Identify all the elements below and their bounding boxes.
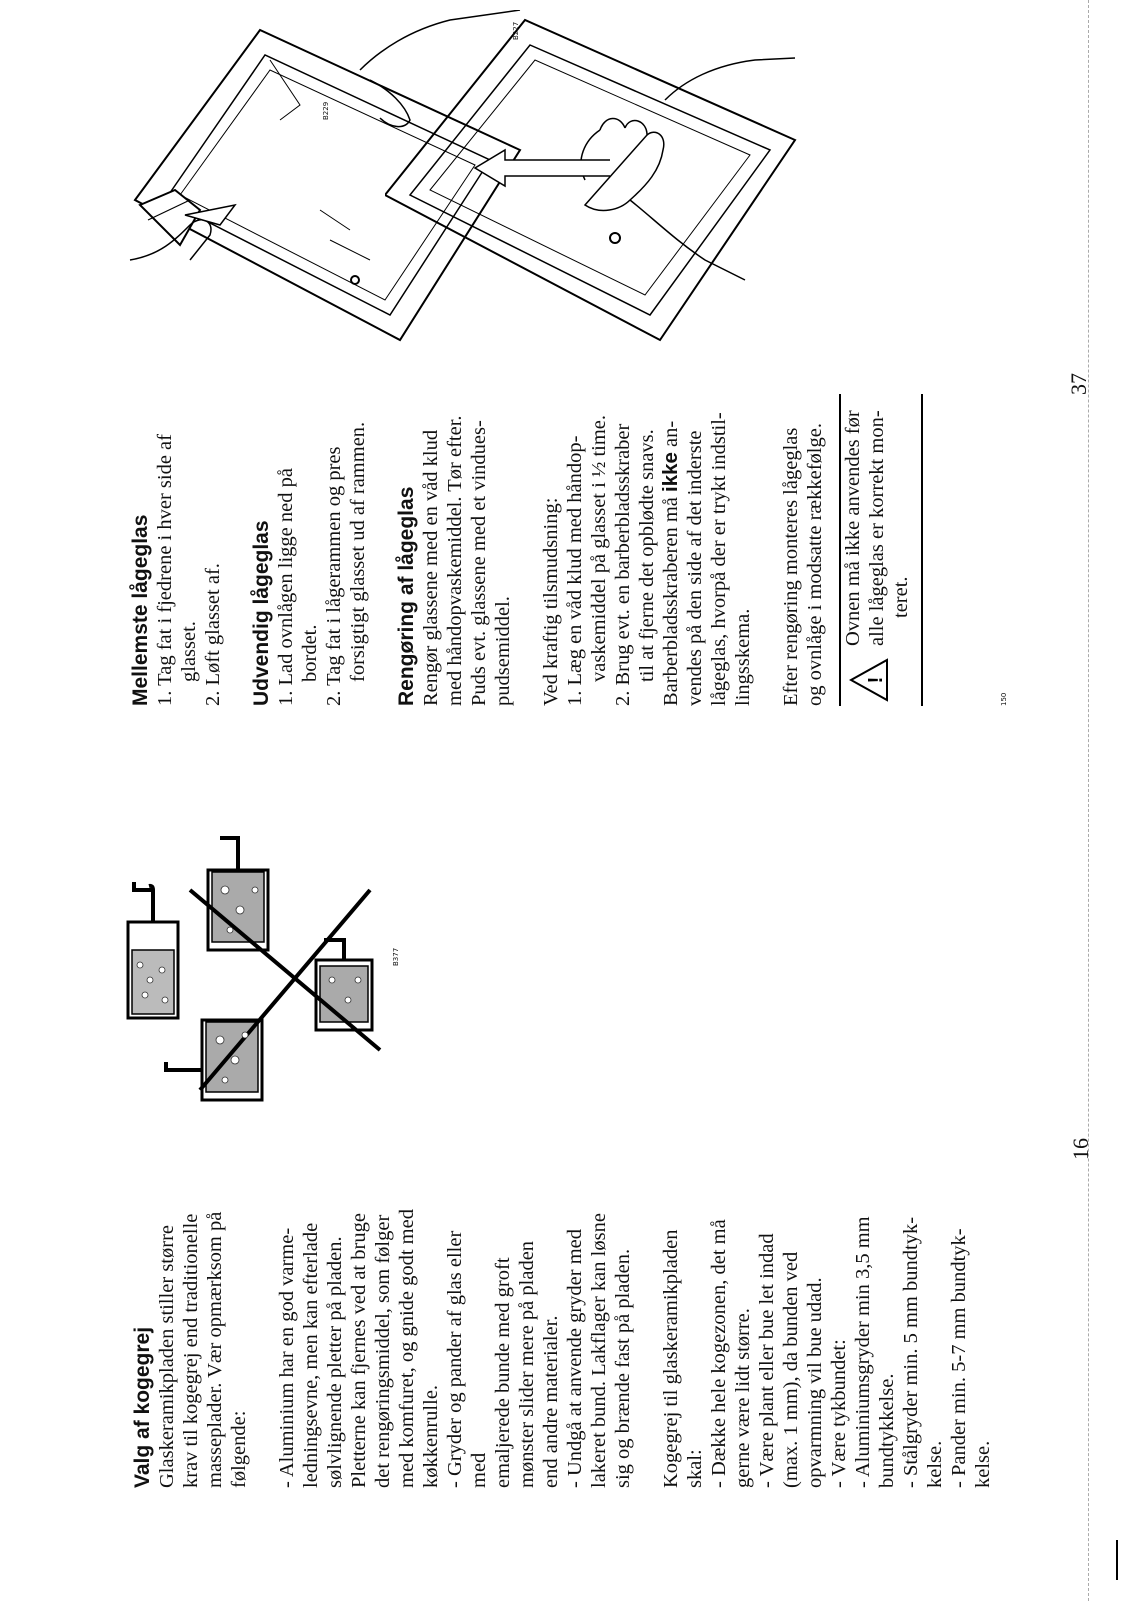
montering-paragraph: Efter rengøring monteres lågeglas og ovnlåge i modsatte rækkefølge.: [780, 423, 826, 706]
cookware-heading: Kogegrej til glaskeramikpladen skal:: [660, 1229, 706, 1488]
steps-mellemste: 1. Tag fat i fjedrene i hver side af glasset. 2. Løft glasset af.: [154, 434, 224, 706]
oven-door-glass-press-illustration: [385, 10, 805, 355]
figure-label-b227: B227: [512, 21, 520, 40]
steps-udvendig: 1. Lad ovnlågen ligge ned på bordet. 2. Tag fat i lågerammen og pres forsigtigt glasset ud af rammen.: [275, 421, 369, 706]
rengoring-paragraph: Rengør glassene med en våd klud med håndopvaskemiddel. Tør efter. Puds evt. glassene med et vindues- pudsemiddel.: [420, 415, 514, 706]
warning-box: ! Ovnen må ikke anvendes før alle lågeglas er korrekt mon- teret.: [839, 394, 923, 706]
heading-valg-af-kogegrej: Valg af kogegrej: [131, 1326, 154, 1488]
cookware-illustration: [120, 830, 410, 1120]
svg-text:!: !: [865, 676, 887, 684]
left-page-text: [130, 1093, 995, 1488]
right-page-text: [128, 394, 923, 706]
bullet-lakeret-bund: - Undgå at anvende gryder med lakeret bund. Lakflager kan løsne sig og brænde fast på pladen.: [564, 1213, 634, 1488]
small-label-150: 150: [1000, 692, 1008, 706]
figure-label-b377: B377: [392, 947, 400, 966]
intro-paragraph: Glaskeramikpladen stiller større krav til kogegrej end traditionelle masseplader. Vær opmærksom på følgende:: [156, 1211, 250, 1488]
bullet-glas-emalje: - Gryder og pander af glas eller med emaljerede bunde med groft mønster slider mere på pladen end andre materialer.: [444, 1230, 562, 1488]
heading-rengoring-af-lageglas: Rengøring af lågeglas: [395, 486, 418, 706]
bullet-aluminium: - Aluminium har en god varme- ledningsevne, men kan efterlade sølvlignende pletter på pladen. Pletterne kan fjernes ved at bruge det rengøringsmiddel, som følger med komfuret, og gnide godt med køkkenrulle.: [276, 1209, 442, 1488]
page-number-16: 16: [1068, 1138, 1093, 1160]
page-number-37: 37: [1066, 373, 1091, 395]
scan-edge-mark: [1116, 1540, 1118, 1580]
warning-triangle-icon: [849, 658, 889, 702]
heading-udvendig-lageglas: Udvendig lågeglas: [250, 520, 273, 706]
figure-label-b229: B229: [322, 101, 330, 120]
kraftig-tilsmudsning: Ved kraftig tilsmudsning: 1. Læg en våd klud med håndop- vaskemiddel på glasset i ½ time. 2. Brug evt. en barberbladsskraber til at fjerne det opblødte snavs. Barberbladsskraberen må ikke an- vendes på den side af det inderste lågeglas, hvorpå der er trykt indstil- lingsskema.: [540, 412, 754, 706]
cookware-requirements-list: - Dække hele kogezonen, det må gerne være lidt større. - Være plant eller bue let indad (max. 1 mm), da bunden ved opvarmning vil bue udad. - Være tykbundet: - Aluminiumsgryder min 3,5 mm bundtykkelse. - Stålgryder min. 5 mm bundtyk- kelse. - Pander min. 5-7 mm bundtyk- kelse.: [708, 1216, 994, 1488]
heading-mellemste-lageglas: Mellemste lågeglas: [129, 514, 152, 706]
emphasis-ikke: ikke: [659, 452, 682, 492]
scan-fold-line: [1088, 0, 1089, 1601]
